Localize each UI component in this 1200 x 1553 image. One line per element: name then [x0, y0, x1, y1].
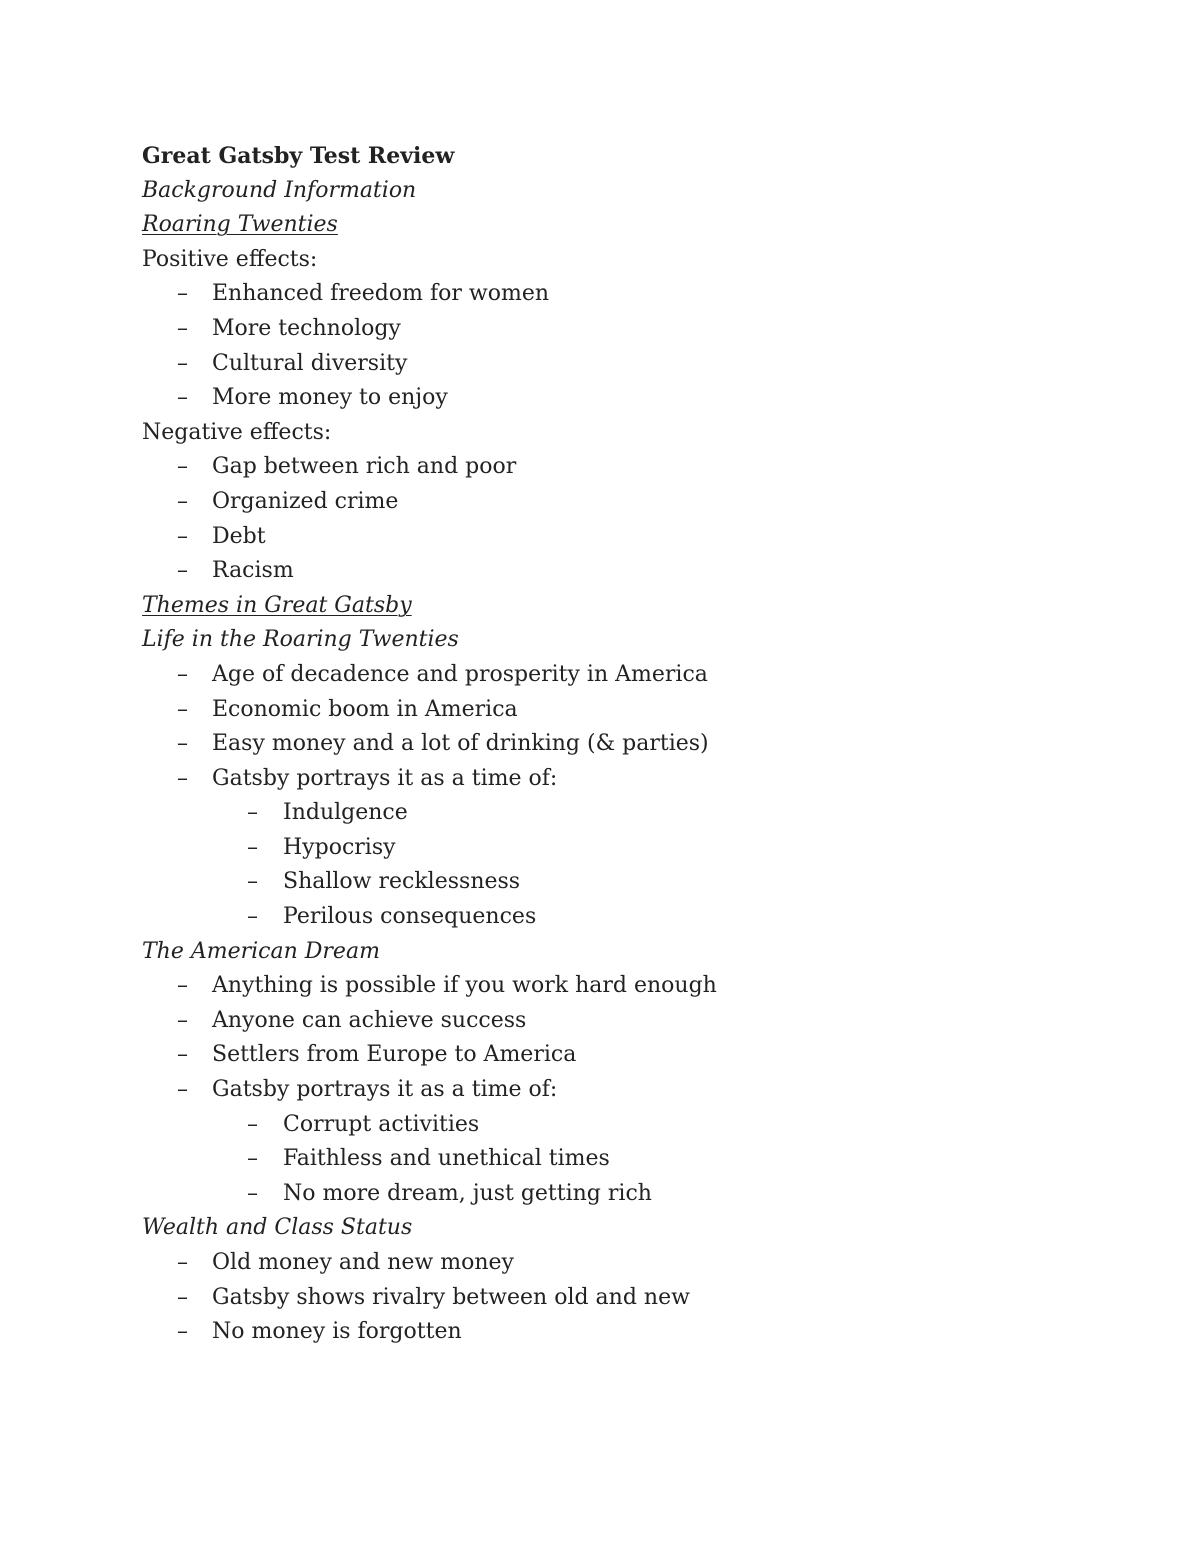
theme-label-wealth-class: Wealth and Class Status: [142, 1215, 413, 1241]
list-item: – Anything is possible if you work hard enough: [142, 969, 1102, 1004]
dash-bullet-icon: –: [177, 731, 188, 757]
dash-bullet-icon: –: [247, 904, 258, 930]
list-item: – Easy money and a lot of drinking (& parties): [142, 727, 1102, 762]
list-item: – Gatsby portrays it as a time of:: [142, 1073, 1102, 1108]
dash-bullet-icon: –: [177, 1319, 188, 1345]
list-item: – Economic boom in America: [142, 693, 1102, 728]
dash-bullet-icon: –: [177, 696, 188, 722]
list-item: – Organized crime: [142, 485, 1102, 520]
sub-list-item: – Perilous consequences: [142, 900, 1102, 935]
dash-bullet-icon: –: [247, 1180, 258, 1206]
list-item: – Debt: [142, 520, 1102, 555]
dash-bullet-icon: –: [177, 558, 188, 584]
list-item: – Settlers from Europe to America: [142, 1038, 1102, 1073]
list-item: – More money to enjoy: [142, 381, 1102, 416]
document-title: Great Gatsby Test Review: [142, 143, 455, 169]
dash-bullet-icon: –: [177, 765, 188, 791]
dash-bullet-icon: –: [177, 1284, 188, 1310]
sub-list-item: – No more dream, just getting rich: [142, 1177, 1102, 1212]
list-item: – No money is forgotten: [142, 1315, 1102, 1350]
section-heading-roaring-twenties: Roaring Twenties: [142, 212, 338, 238]
list-item: – Racism: [142, 554, 1102, 589]
sub-list-item: – Shallow recklessness: [142, 865, 1102, 900]
dash-bullet-icon: –: [177, 661, 188, 687]
document-subtitle: Background Information: [142, 177, 417, 203]
dash-bullet-icon: –: [177, 1250, 188, 1275]
dash-bullet-icon: –: [247, 1146, 258, 1172]
dash-bullet-icon: –: [177, 350, 188, 376]
sub-list-item: – Faithless and unethical times: [142, 1142, 1102, 1177]
list-item: – Gatsby shows rivalry between old and new: [142, 1281, 1102, 1316]
list-item: – Enhanced freedom for women: [142, 277, 1102, 312]
list-item: – Gatsby portrays it as a time of:: [142, 762, 1102, 797]
list-item: – Gap between rich and poor: [142, 450, 1102, 485]
list-item: – Cultural diversity: [142, 347, 1102, 382]
group-label-positive-effects: Positive effects:: [142, 246, 318, 272]
dash-bullet-icon: –: [177, 454, 188, 480]
dash-bullet-icon: –: [177, 488, 188, 514]
list-item: – Age of decadence and prosperity in America: [142, 658, 1102, 693]
dash-bullet-icon: –: [177, 523, 188, 549]
theme-label-roaring-twenties: Life in the Roaring Twenties: [142, 627, 459, 653]
dash-bullet-icon: –: [177, 1007, 188, 1033]
group-label-negative-effects: Negative effects:: [142, 419, 332, 445]
dash-bullet-icon: –: [177, 281, 188, 307]
dash-bullet-icon: –: [247, 869, 258, 895]
dash-bullet-icon: –: [177, 385, 188, 411]
dash-bullet-icon: –: [177, 1042, 188, 1068]
dash-bullet-icon: –: [177, 973, 188, 999]
document-body: [142, 139, 1102, 1350]
dash-bullet-icon: –: [247, 834, 258, 860]
list-item: – More technology: [142, 312, 1102, 347]
sub-list-item: – Corrupt activities: [142, 1108, 1102, 1143]
sub-list-item: – Hypocrisy: [142, 831, 1102, 866]
section-heading-themes: Themes in Great Gatsby: [142, 592, 412, 618]
dash-bullet-icon: –: [247, 800, 258, 826]
dash-bullet-icon: –: [177, 1077, 188, 1103]
dash-bullet-icon: –: [247, 1111, 258, 1137]
list-item: – Old money and new money: [142, 1246, 1102, 1281]
theme-label-american-dream: The American Dream: [142, 938, 380, 964]
list-item: – Anyone can achieve success: [142, 1004, 1102, 1039]
sub-list-item: – Indulgence: [142, 796, 1102, 831]
dash-bullet-icon: –: [177, 315, 188, 341]
